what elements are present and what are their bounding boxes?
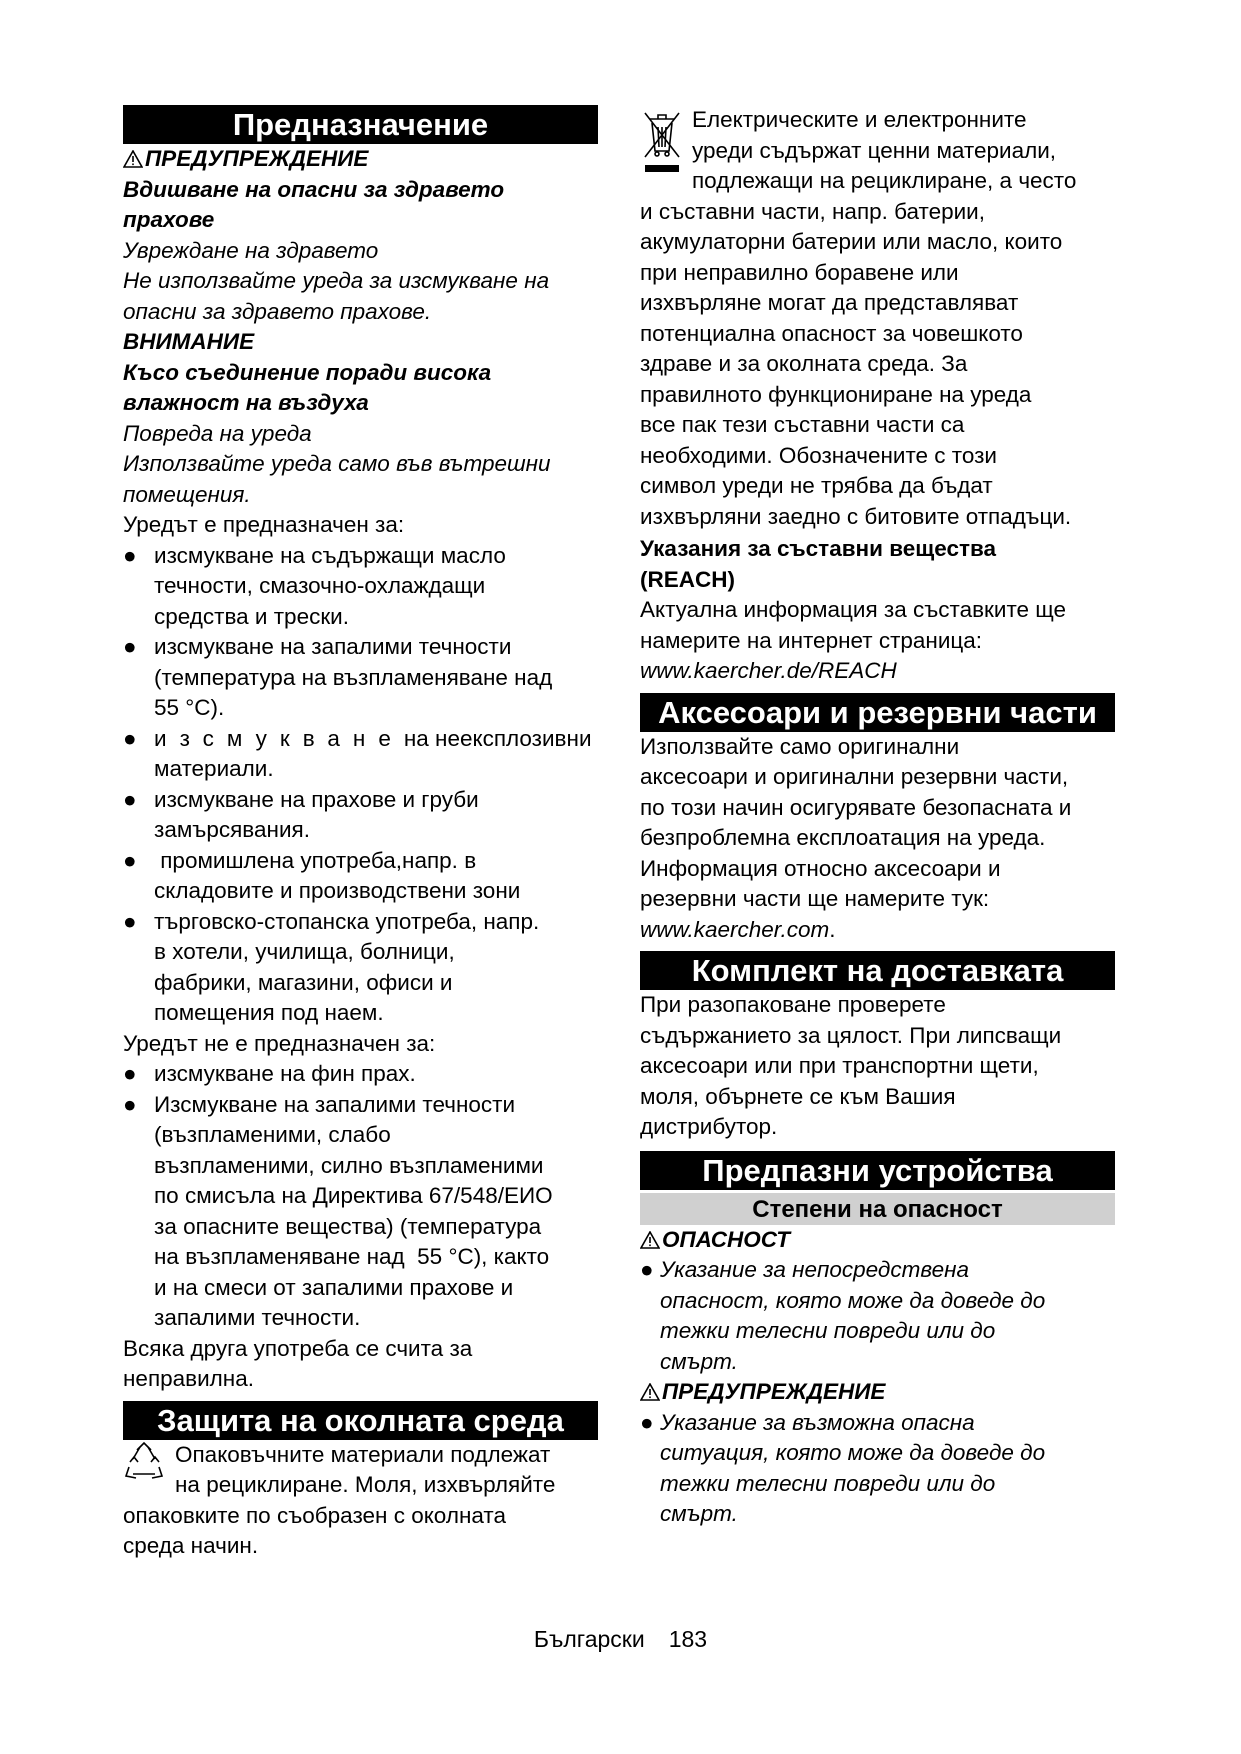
right-column: Електрическите и електронните уреди съдържат ценни материали, подлежащи на рециклиране, а често и съставни части, напр. батерии, акумулаторни батерии или масло, които при неправилно боравене или изхвърляне могат да представляват потенциална опасност за човешкото здраве и за околната среда. За правилното функциониране на уреда все пак тези съставни части са необходими. Обозначените с този символ уреди не трябва да бъдат изхвърляни заедно с битовите отпадъци. Указания за съставни вещества (REACH) Актуална информация за съставките ще намерите на интернет страница: www.kaercher.de/REACH Аксесоари и резервни части Използвайте само оригинални аксесоари и оригинални резервни части, по този начин осигурявате безопасната и безпроблемна експлоатация на уреда. Информация относно аксесоари и резервни части ще намерите тук: www.kaercher.com. Комплект на доставката При разопаковане проверете съдържанието за цялост. При липсващи аксесоари или при транспортни щети, моля, обърнете се към Вашия дистрибутор. Предпазни устройства Степени на опасност ОПАСНОСТ ● Указание за непосредствена опасност, която може да доведе до тежки телесни повреди или до смърт. ПРЕДУПРЕЖДЕНИЕ ● Указание за възможна опасна ситуация, която може да доведе до тежки телесни повреди или до смърт. (640, 105, 1115, 1530)
warning-action-line: опасни за здравето прахове. (123, 298, 432, 324)
warning-triangle-icon (123, 150, 143, 168)
not-intended-intro: Уредът не е предназначен за: (123, 1030, 436, 1056)
section-heading-environment: Защита на околната среда (123, 1401, 598, 1440)
section-heading-delivery: Комплект на доставката (640, 951, 1115, 990)
accessories-link[interactable]: www.kaercher.com (640, 916, 830, 942)
page-number: 183 (668, 1626, 708, 1652)
caution-consequence: Повреда на уреда (123, 420, 312, 446)
reach-heading: Указания за съставни вещества (640, 536, 997, 561)
footer-language: Български (533, 1626, 645, 1652)
caution-label: ВНИМАНИЕ (123, 329, 255, 354)
warning-label: ПРЕДУПРЕЖДЕНИЕ (123, 144, 598, 175)
warning-action-line: Не използвайте уреда за изсмукване на (123, 268, 550, 293)
caution-action-line: помещения. (123, 481, 251, 507)
other-use-line: Всяка друга употреба се счита за (123, 1335, 473, 1361)
warning-consequence: Увреждане на здравето (123, 237, 379, 263)
list-item: ● Изсмукване на запалими течности (възпламеними, слабо възпламеними, силно възпламеними по смисъла на Директива 67/548/ЕИО за опасните вещества) (температура на възпламеняване над 55 °С), както и на смеси от запалими прахове и запалими течности. (123, 1091, 553, 1330)
warning-triangle-icon (640, 1231, 660, 1249)
list-item: ● изсмукване на съдържащи масло течности, смазочно-охлаждащи средства и трески. (123, 542, 506, 629)
weee-text: Електрическите и електронните уреди съдържат ценни материали, подлежащи на рециклиране, а често и съставни части, напр. батерии, акумулаторни батерии или масло, които при неправилно боравене или изхвърляне могат да представляват потенциална опасност за човешкото здраве и за околната среда. За правилното функциониране на уреда все пак тези съставни части са необходими. Обозначените с този символ уреди не трябва да бъдат изхвърляни заедно с битовите отпадъци. (640, 107, 1077, 529)
list-item: ● промишлена употреба,напр. в складовите и производствени зони (123, 847, 521, 903)
list-item: ● търговско-стопанска употреба, напр. в хотели, училища, болници, фабрики, магазини, офиси и помещения под наем. (123, 908, 540, 1025)
other-use-line: неправилна. (123, 1366, 254, 1391)
reach-link[interactable]: www.kaercher.de/REACH (640, 658, 897, 683)
left-column (123, 105, 598, 1562)
caution-title-line: Късо съединение поради висока (123, 359, 492, 385)
environment-text: Опаковъчните материали подлежат на рециклиране. Моля, изхвърляйте опаковките по съобразен с околната среда начин. (123, 1441, 556, 1558)
section-heading-purpose: Предназначение (123, 105, 598, 144)
section-heading-accessories: Аксесоари и резервни части (640, 693, 1115, 732)
list-item: ● Указание за възможна опасна ситуация, която може да доведе до тежки телесни повреди или до смърт. (640, 1409, 1046, 1526)
caution-title-line: влажност на въздуха (123, 390, 369, 415)
caution-action-line: Използвайте уреда само във вътрешни (123, 451, 551, 476)
page-footer (0, 1624, 1241, 1654)
subheading-hazard-levels: Степени на опасност (640, 1193, 1115, 1225)
reach-heading: (REACH) (640, 566, 735, 592)
warning-title-line: Вдишване на опасни за здравето (123, 176, 505, 202)
warning-label: ПРЕДУПРЕЖДЕНИЕ (640, 1377, 1115, 1408)
warning-title-line: прахове (123, 207, 215, 232)
list-item: ● Указание за непосредствена опасност, която може да доведе до тежки телесни повреди или до смърт. (640, 1257, 1046, 1374)
list-item: ● изсмукване на запалими течности (температура на възпламеняване над 55 °С). (123, 634, 553, 720)
recycling-icon (123, 1440, 165, 1486)
warning-triangle-icon (640, 1383, 660, 1401)
danger-label: ОПАСНОСТ (640, 1225, 1115, 1256)
section-heading-safety: Предпазни устройства (640, 1151, 1115, 1190)
intended-intro: Уредът е предназначен за: (123, 512, 405, 537)
list-item: ● изсмукване на фин прах. (123, 1061, 416, 1086)
list-item: ● изсмукванена неексплозивни материали. (123, 725, 592, 781)
list-item: ● изсмукване на прахове и груби замърсявания. (123, 786, 479, 842)
crossed-bin-icon (640, 105, 684, 177)
